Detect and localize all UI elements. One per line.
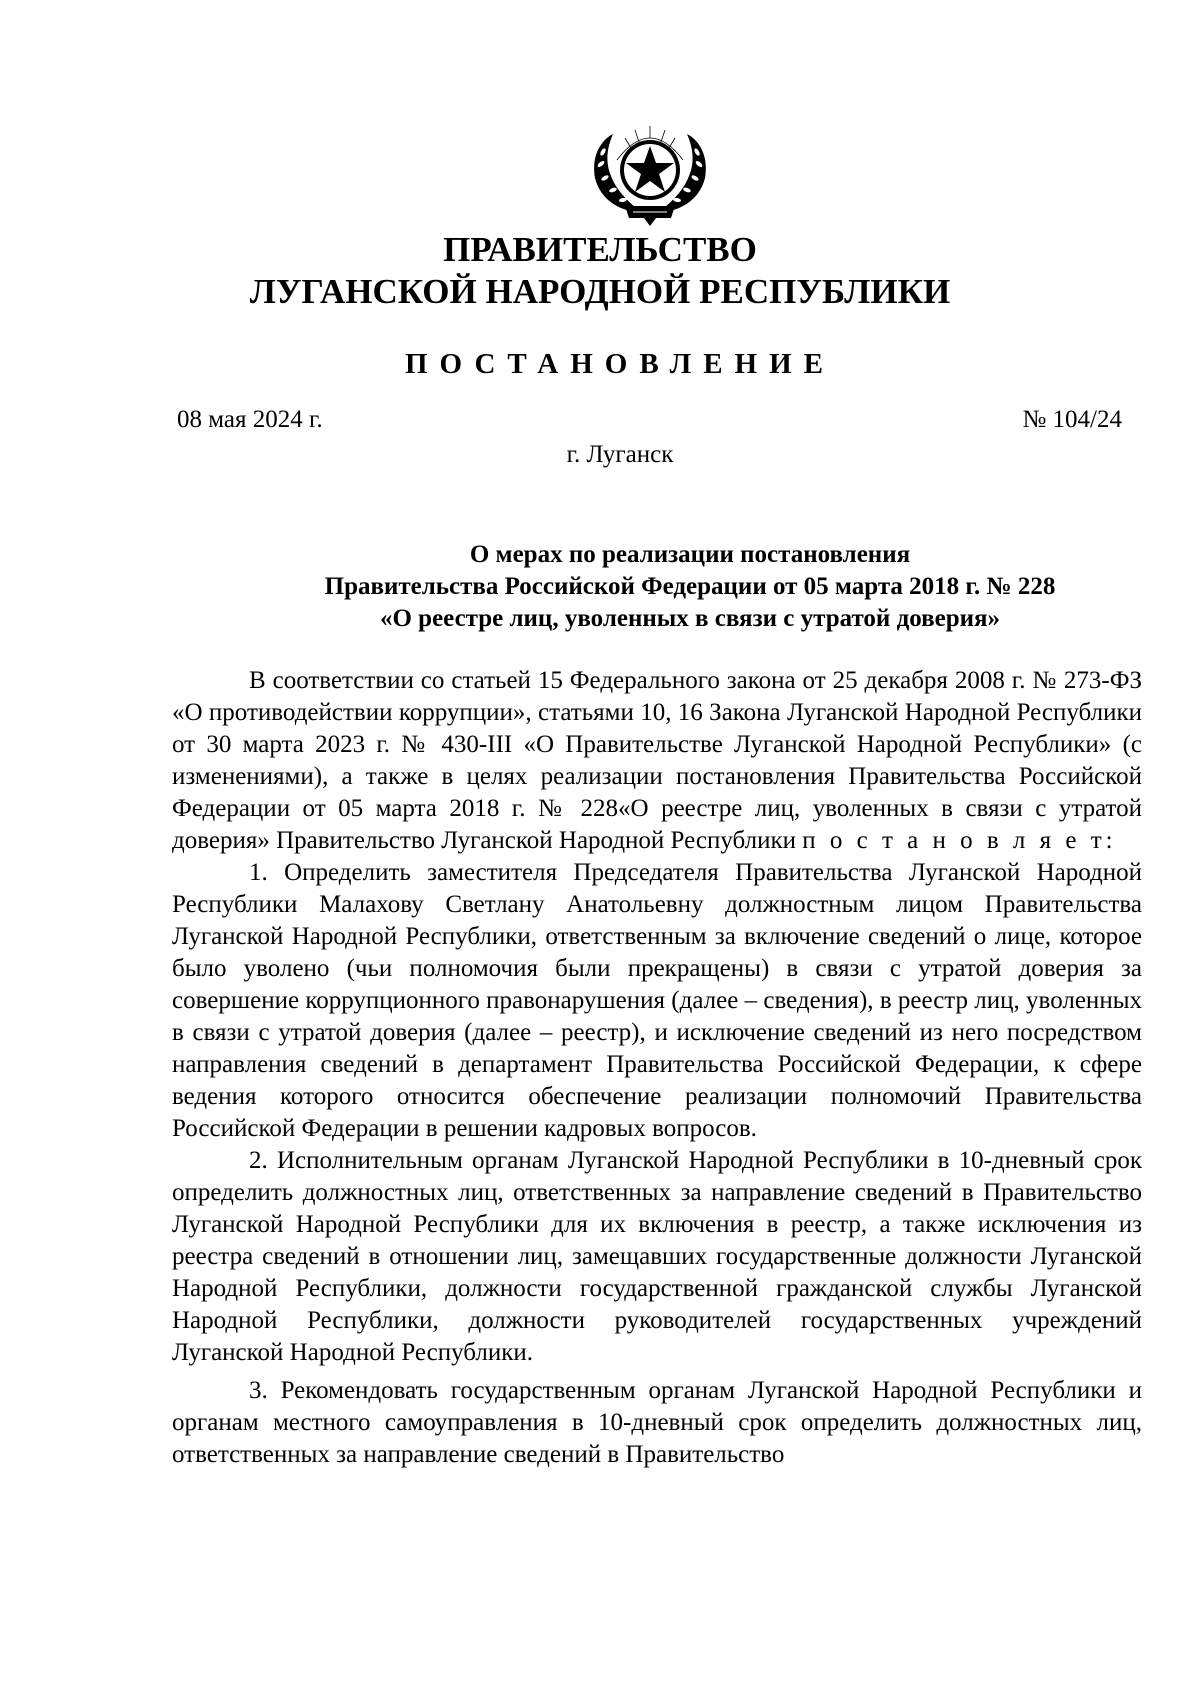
- government-title-line1: ПРАВИТЕЛЬСТВО: [443, 230, 757, 269]
- document-date: 08 мая 2024 г.: [177, 406, 323, 433]
- preamble-text: В соответствии со статьей 15 Федерального закона от 25 декабря 2008 г. № 273-ФЗ «О противодействии коррупции», статьями 10, 16 Закона Луганской Народной Республики от 30 марта 2023 г. № 430-III «О Правительстве Луганской Народной Республики» (с изменениями), а также в целях реализации постановления Правительства Российской Федерации от 05 марта 2018 г. № 228«О реестре лиц, уволенных в связи с утратой доверия» Правительство Луганской Народной Республики: [172, 667, 1142, 854]
- subject-line3: «О реестре лиц, уволенных в связи с утратой доверия»: [379, 605, 1001, 632]
- subject-line2: Правительства Российской Федерации от 05 марта 2018 г. № 228: [324, 573, 1056, 600]
- item-2-paragraph: 2. Исполнительным органам Луганской Народной Республики в 10-дневный срок определить должностных лиц, ответственных за направление сведений в Правительство Луганской Народной Республики для их включения в реестр, а также исключения из реестра сведений в отношении лиц, замещавших государственные должности Луганской Народной Республики, должности государственной гражданской службы Луганской Народной Республики, должности руководителей государственных учреждений Луганской Народной Республики.: [172, 1147, 1142, 1366]
- item-1-paragraph: 1. Определить заместителя Председателя Правительства Луганской Народной Республики Малахову Светлану Анатольевну должностным лицом Правительства Луганской Народной Республики, ответственным за включение сведений о лице, которое было уволено (чьи полномочия были прекращены) в связи с утратой доверия за совершение коррупционного правонарушения (далее – сведения), в реестр лиц, уволенных в связи с утратой доверия (далее – реестр), и исключение сведений из него посредством направления сведений в департамент Правительства Российской Федерации, к сфере ведения которого относится обеспечение реализации полномочий Правительства Российской Федерации в решении кадровых вопросов.: [172, 859, 1142, 1142]
- preamble-paragraph: [172, 665, 1142, 857]
- document-number: № 104/24: [1022, 406, 1122, 433]
- resolves-word: п о с т а н о в л я е т:: [802, 827, 1117, 854]
- document-subject: [240, 539, 1140, 635]
- government-title-line2: ЛУГАНСКОЙ НАРОДНОЙ РЕСПУБЛИКИ: [249, 272, 951, 311]
- item-3-paragraph: 3. Рекомендовать государственным органам Луганской Народной Республики и органам местного самоуправления в 10-дневный срок определить должностных лиц, ответственных за направление сведений в Правительство: [172, 1377, 1142, 1468]
- document-city: г. Луганск: [566, 441, 674, 468]
- lpr-coat-of-arms-icon: [587, 118, 713, 228]
- document-type-heading: ПОСТАНОВЛЕНИЕ: [404, 348, 835, 380]
- document-body: [172, 665, 1142, 1471]
- subject-line1: О мерах по реализации постановления: [469, 541, 911, 568]
